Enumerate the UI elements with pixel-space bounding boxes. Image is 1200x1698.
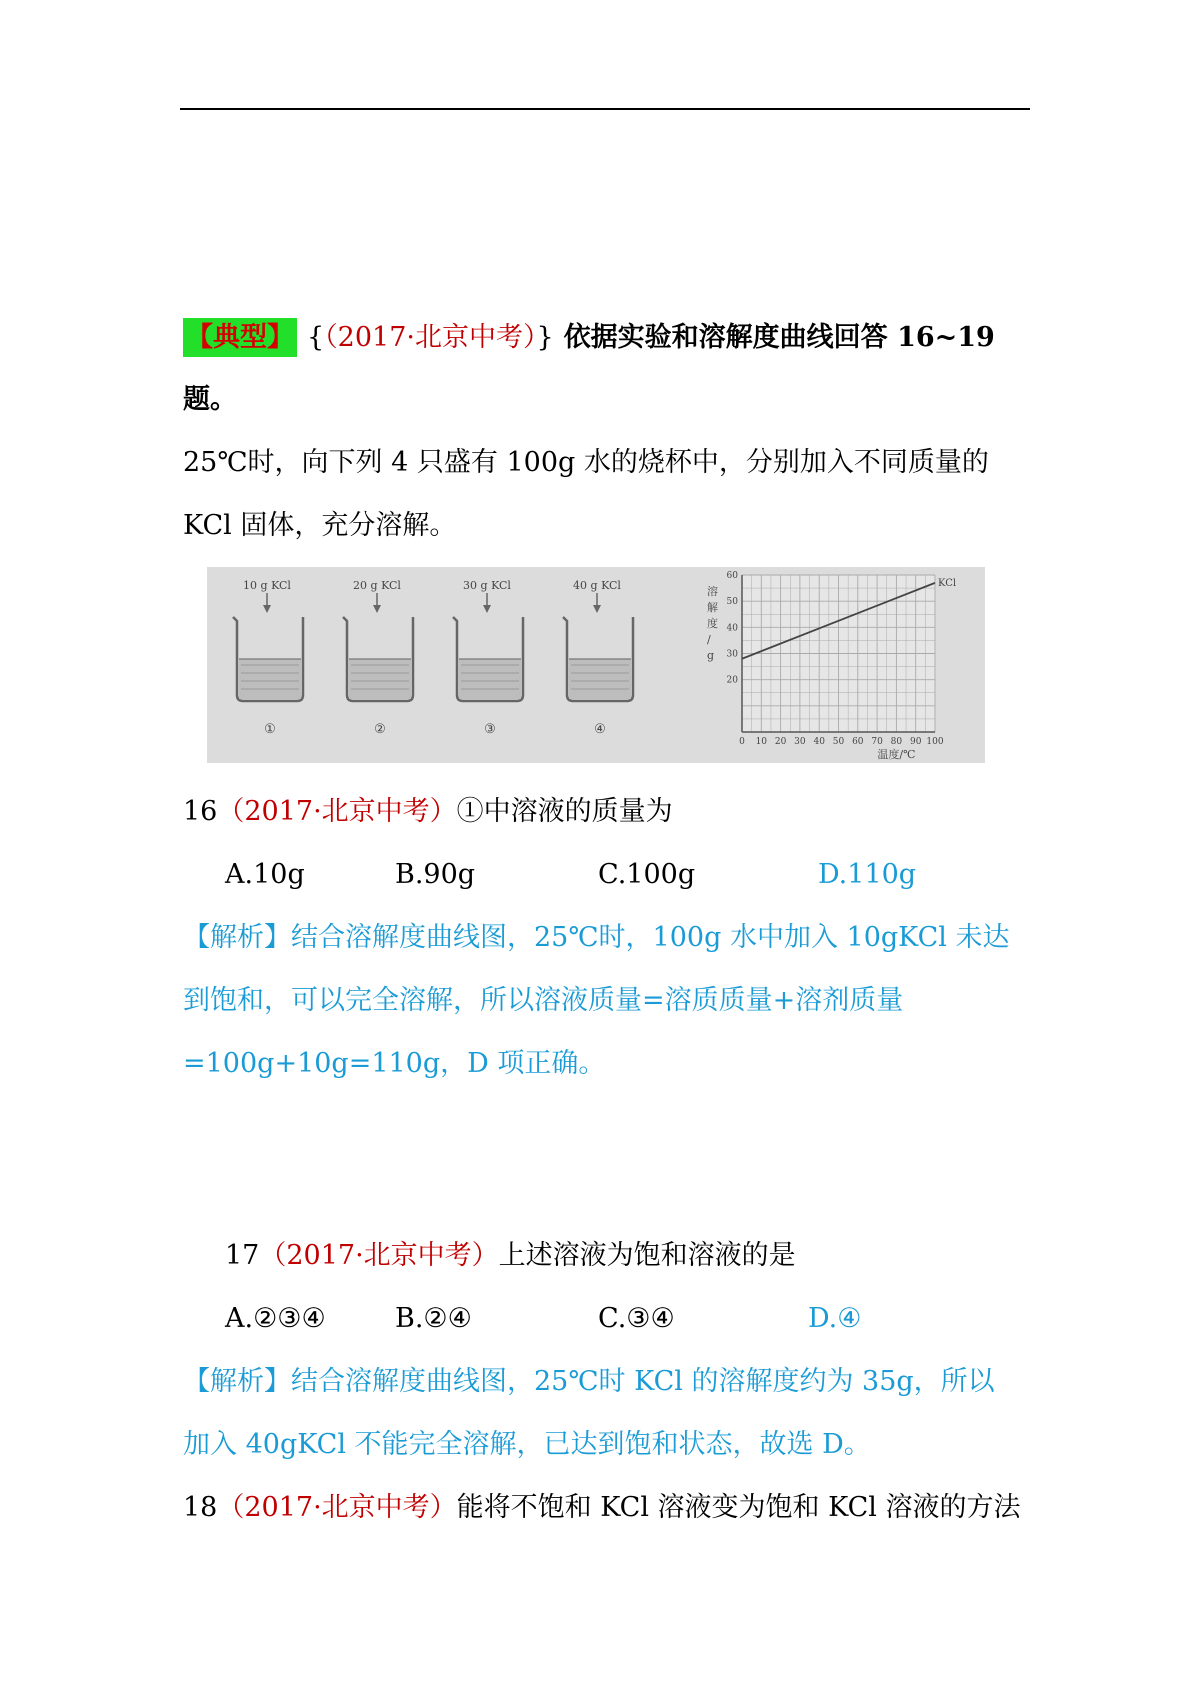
y-label-char: 溶 xyxy=(707,585,718,598)
q18-stem-line xyxy=(183,1488,1020,1528)
q16-stem-line xyxy=(183,792,673,832)
q17-source: （2017·北京中考） xyxy=(259,1240,499,1271)
q16-option-c: C.100g xyxy=(598,859,696,890)
y-label-char: 度 xyxy=(707,617,718,630)
experiment-figure xyxy=(207,567,985,763)
x-tick-label: 20 xyxy=(774,737,787,747)
q17-analysis-line1: 【解析】结合溶解度曲线图，25℃时 KCl 的溶解度约为 35g，所以 xyxy=(183,1366,995,1397)
q16-analysis-line2: 到饱和，可以完全溶解，所以溶液质量=溶质质量+溶剂质量 xyxy=(183,985,904,1016)
x-tick-label: 80 xyxy=(890,737,903,747)
beaker-index: ④ xyxy=(594,722,606,737)
x-tick-label: 70 xyxy=(871,737,883,747)
beaker-label: 20 g KCl xyxy=(353,579,401,592)
y-axis-label xyxy=(707,584,718,662)
beaker-label: 40 g KCl xyxy=(573,579,621,592)
tag-typical: 【典型】 xyxy=(183,318,297,357)
q16-stem: ①中溶液的质量为 xyxy=(456,796,673,827)
x-tick-label: 90 xyxy=(909,737,922,747)
x-tick-label: 0 xyxy=(739,737,745,747)
x-tick-label: 40 xyxy=(813,737,825,747)
intro-title-line xyxy=(183,318,995,358)
intro-para-line2: KCl 固体，充分溶解。 xyxy=(183,510,457,541)
series-label: KCl xyxy=(938,577,957,589)
q16-analysis-line1: 【解析】结合溶解度曲线图，25℃时，100g 水中加入 10gKCl 未达 xyxy=(183,922,1010,953)
q16-analysis-line3: =100g+10g=110g，D 项正确。 xyxy=(183,1048,606,1079)
q17-analysis-line2: 加入 40gKCl 不能完全溶解，已达到饱和状态，故选 D。 xyxy=(183,1429,871,1460)
x-tick-label: 50 xyxy=(832,737,845,747)
arrow-head xyxy=(483,605,491,613)
header-rule xyxy=(180,108,1030,110)
arrow-head xyxy=(263,605,271,613)
x-axis-label: 温度/℃ xyxy=(877,748,916,761)
beaker-1 xyxy=(233,579,303,737)
q17-stem-line xyxy=(225,1236,796,1276)
y-tick-label: 20 xyxy=(726,675,738,686)
beaker-3 xyxy=(453,579,523,737)
q17-option-c: C.③④ xyxy=(598,1303,675,1334)
q18-number: 18 xyxy=(183,1492,218,1523)
y-label-char: 解 xyxy=(707,601,718,614)
q16-option-a: A.10g xyxy=(225,859,305,890)
q16-source: （2017·北京中考） xyxy=(217,796,457,827)
intro-title-cont: 题。 xyxy=(183,384,237,415)
intro-source: （2017·北京中考） xyxy=(324,322,537,353)
q17-option-d: D.④ xyxy=(808,1303,862,1334)
beaker-label: 30 g KCl xyxy=(463,579,511,592)
intro-para-line1: 25℃时，向下列 4 只盛有 100g 水的烧杯中，分别加入不同质量的 xyxy=(183,447,989,478)
arrow-head xyxy=(373,605,381,613)
q18-source: （2017·北京中考） xyxy=(217,1492,457,1523)
q17-stem: 上述溶液为饱和溶液的是 xyxy=(498,1240,796,1271)
q16-option-b: B.90g xyxy=(395,859,476,890)
x-tick-label: 60 xyxy=(852,737,864,747)
y-label-char: / xyxy=(707,633,711,646)
y-tick-label: 40 xyxy=(726,623,738,634)
q17-option-b: B.②④ xyxy=(395,1303,472,1334)
beaker-index: ① xyxy=(264,722,276,737)
intro-title: 依据实验和溶解度曲线回答 16~19 xyxy=(563,322,995,353)
arrow-head xyxy=(593,605,601,613)
beaker-index: ② xyxy=(374,722,386,737)
x-tick-label: 10 xyxy=(755,737,768,747)
q16-option-d: D.110g xyxy=(818,859,917,890)
x-tick-label: 100 xyxy=(926,737,944,747)
q18-stem: 能将不饱和 KCl 溶液变为饱和 KCl 溶液的方法 xyxy=(456,1492,1021,1523)
y-tick-label: 60 xyxy=(726,571,738,581)
y-tick-label: 50 xyxy=(726,597,738,608)
beaker-index: ③ xyxy=(484,722,496,737)
q16-number: 16 xyxy=(183,796,218,827)
y-label-char: g xyxy=(707,649,715,662)
beaker-label: 10 g KCl xyxy=(243,579,291,592)
beaker-2 xyxy=(343,579,413,737)
q17-option-a: A.②③④ xyxy=(225,1303,326,1334)
figure-svg xyxy=(207,567,985,763)
brace-close: } xyxy=(536,322,554,353)
x-tick-label: 30 xyxy=(794,737,806,747)
brace-open: { xyxy=(307,322,325,353)
q17-number: 17 xyxy=(225,1240,260,1271)
beaker-4 xyxy=(563,579,633,737)
y-tick-label: 30 xyxy=(726,649,738,660)
